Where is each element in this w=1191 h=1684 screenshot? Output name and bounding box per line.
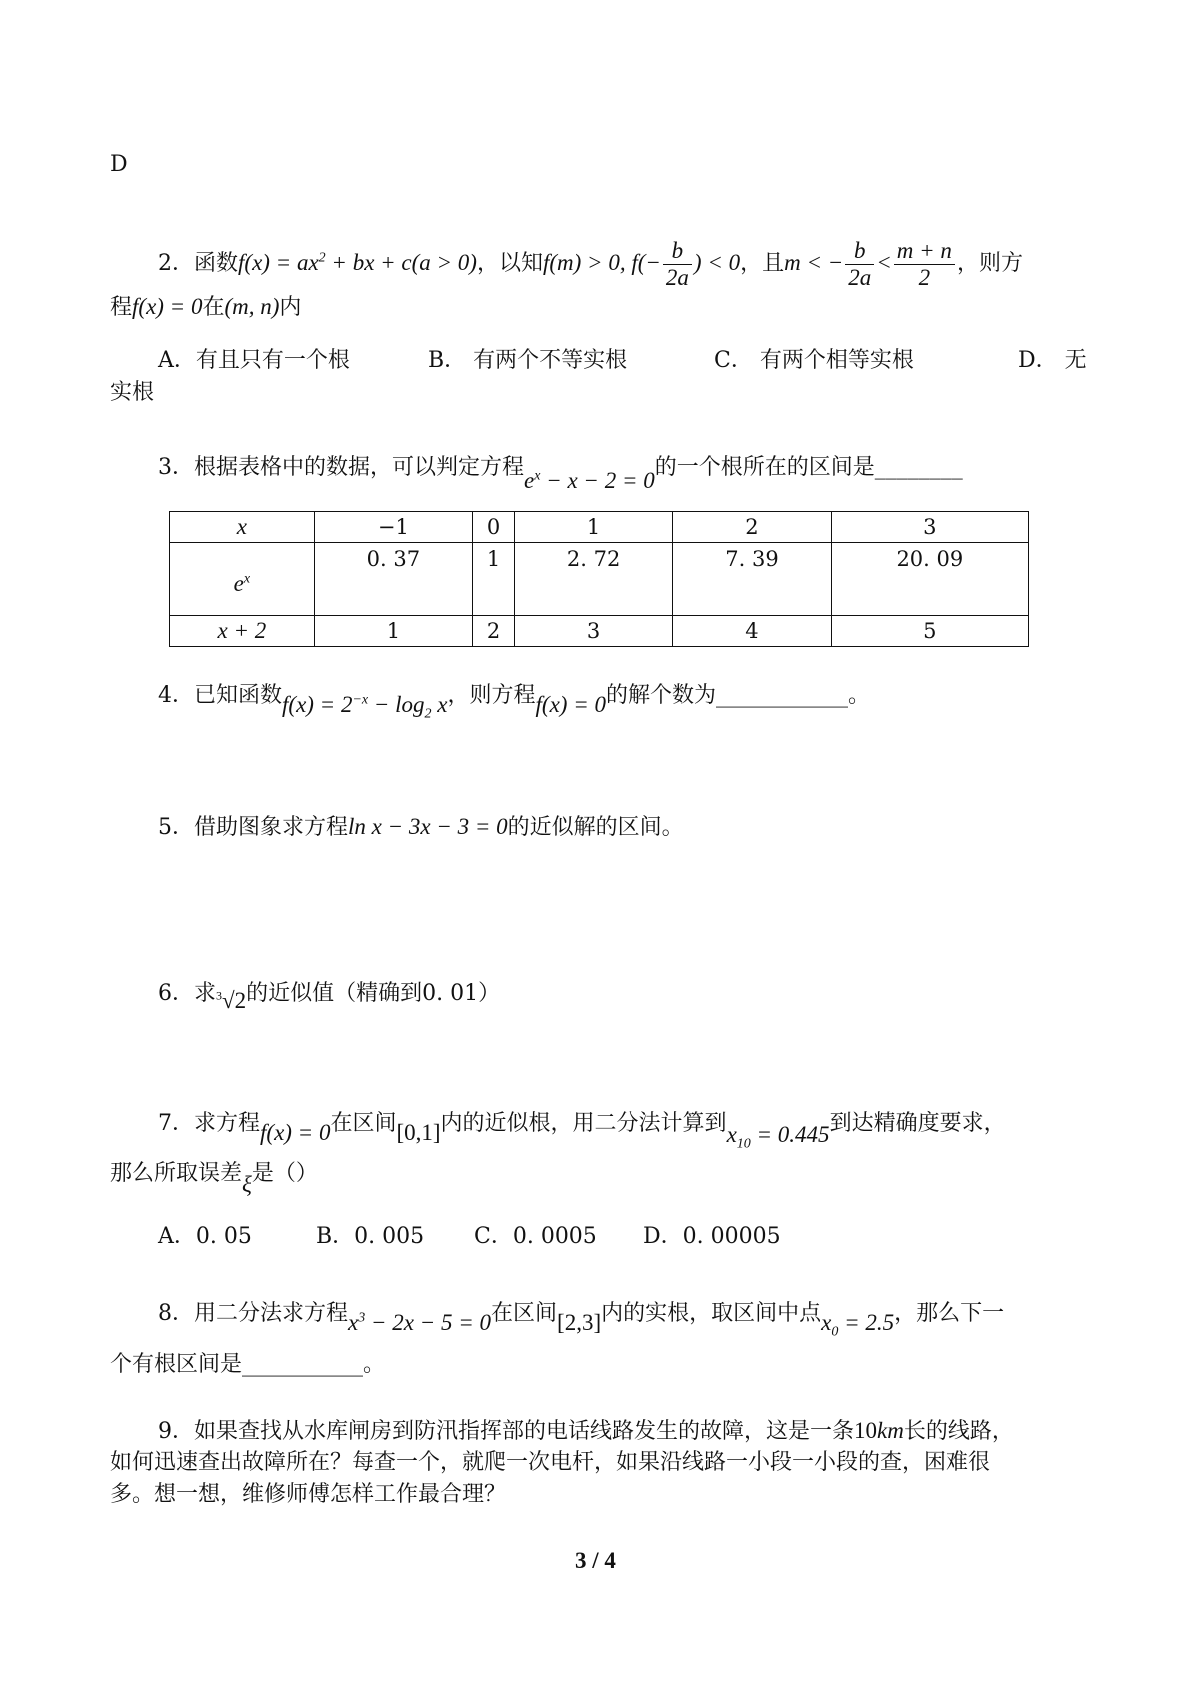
table-row (170, 543, 1029, 616)
fraction-b-over-2a: $\frac{b}{2a}$ (845, 238, 874, 291)
table-cell: 3 (514, 616, 672, 647)
question-8-line-2: 个有根区间是___________。 (110, 1352, 386, 1377)
table-cell: 2 (673, 512, 831, 543)
fraction-m-plus-n-over-2: $\frac{m + n}{2}$ (894, 238, 955, 291)
question-number: 6． (158, 981, 194, 1006)
equation: f(x) = 0 (535, 692, 606, 717)
option-a: A．0. 05 (158, 1224, 252, 1249)
question-text: ，以知 (476, 250, 543, 276)
question-5: 5．借助图象求方程ln x − 3x − 3 = 0的近似解的区间。 (158, 814, 684, 840)
table-cell: 0 (473, 512, 515, 543)
table-cell: 1 (314, 616, 472, 647)
distance-unit: km (877, 1418, 904, 1443)
table-cell: x (170, 512, 315, 543)
table-cell: −1 (314, 512, 472, 543)
question-number: 3． (158, 455, 194, 480)
question-6: 6．求$^3$√2的近似值（精确到0. 01） (158, 981, 501, 1013)
question-4: 4．已知函数$f(x) = 2^{-x} - \log_2 x$，则方程f(x) = 0的解个数为____________。 (158, 683, 870, 722)
question-8-line-1: 8．用二分法求方程$x^3 - 2x - 5 = 0$在区间[2,3]内的实根，取区间中点$x_0 = 2.5$，那么下一 (158, 1301, 1005, 1340)
condition-1: f(m) > 0, f(− $\frac{b}{2a}$ ) < 0 (542, 238, 741, 290)
table-cell: 2. 72 (514, 543, 672, 616)
equation: ln x − 3x − 3 = 0 (348, 814, 508, 839)
page-number: 3 / 4 (575, 1548, 616, 1573)
option-c: C．0. 0005 (474, 1224, 597, 1249)
question-text: 函数 (194, 250, 239, 276)
interval: (m, n) (224, 294, 280, 319)
equation: f(x) = 0 (260, 1120, 331, 1145)
option-c: C． 有两个相等实根 (714, 348, 914, 373)
option-d: D．0. 00005 (643, 1224, 781, 1249)
option-b: B． 有两个不等实根 (428, 348, 628, 373)
question-7-line-1: 7．求方程f(x) = 0在区间[0,1]内的近似根，用二分法计算到$x_{10} = 0.445$到达精确度要求， (158, 1111, 1006, 1152)
table-cell: 1 (514, 512, 672, 543)
table-cell: x + 2 (170, 616, 315, 647)
question-3: 3．根据表格中的数据，可以判定方程$e^x - x - 2 = 0$的一个根所在的区间是________ (158, 455, 963, 493)
error-symbol: ξ (242, 1172, 252, 1197)
midpoint-value: $x_0 = 2.5$ (821, 1310, 895, 1340)
equation: f(x) = 0 (132, 294, 203, 319)
question-9-line-1: 9．如果查找从水库闸房到防汛指挥部的电话线路发生的故障，这是一条10km长的线路， (158, 1418, 1014, 1444)
question-number: 9． (158, 1419, 194, 1444)
cube-root: $^3$√2 (216, 988, 247, 1013)
question-2-line-1 (158, 238, 1023, 291)
table-row (170, 616, 1029, 647)
option-b: B．0. 005 (316, 1224, 425, 1249)
option-a: A．有且只有一个根 (158, 348, 350, 373)
equation: $e^x - x - 2 = 0$ (524, 468, 655, 493)
question-number: 7． (158, 1111, 194, 1136)
question-text: ，且 (740, 250, 785, 276)
option-d-continued: 实根 (110, 380, 155, 405)
interval: [2,3] (557, 1310, 602, 1335)
question-text: ，则方 (956, 250, 1023, 276)
question-number: 5． (158, 815, 194, 840)
table-cell: 4 (673, 616, 831, 647)
table-cell: 2 (473, 616, 515, 647)
function-definition: $f(x) = ax^2$ + bx + c(a > 0) (238, 249, 477, 275)
x10-value: $x_{10} = 0.445$ (726, 1122, 830, 1152)
distance-value: 10 (854, 1418, 878, 1443)
condition-2: m < − $\frac{b}{2a}$ < $\frac{m + n}{2}$ (784, 250, 957, 275)
table-cell: $e^x$ (170, 543, 315, 616)
question-7-line-2: 那么所取误差ξ是（） (110, 1161, 318, 1197)
question-number: 8． (158, 1301, 194, 1326)
question-number: 2． (158, 250, 194, 276)
equation: $x^3 - 2x - 5 = 0$ (348, 1310, 492, 1335)
question-9-line-3: 多。想一想，维修师傅怎样工作最合理？ (110, 1482, 507, 1507)
table-cell: 0. 37 (314, 543, 472, 616)
question-9-line-2: 如何迅速查出故障所在？每查一个，就爬一次电杆，如果沿线路一小段一小段的查，困难很 (110, 1450, 991, 1475)
table-cell: 1 (473, 543, 515, 616)
table-cell: 5 (831, 616, 1028, 647)
question-number: 4． (158, 683, 194, 708)
table-row (170, 512, 1029, 543)
fraction-b-over-2a: $\frac{b}{2a}$ (663, 238, 692, 291)
table-cell: 20. 09 (831, 543, 1028, 616)
table-cell: 3 (831, 512, 1028, 543)
interval: [0,1] (396, 1120, 441, 1145)
question-2-line-2: 程f(x) = 0在(m, n)内 (110, 294, 302, 320)
function-definition: $f(x) = 2^{-x} - \log_2 x$ (282, 692, 448, 722)
previous-answer: D (110, 152, 128, 177)
table-cell: 7. 39 (673, 543, 831, 616)
option-d: D． 无 (1018, 348, 1087, 373)
data-table (169, 511, 1029, 647)
